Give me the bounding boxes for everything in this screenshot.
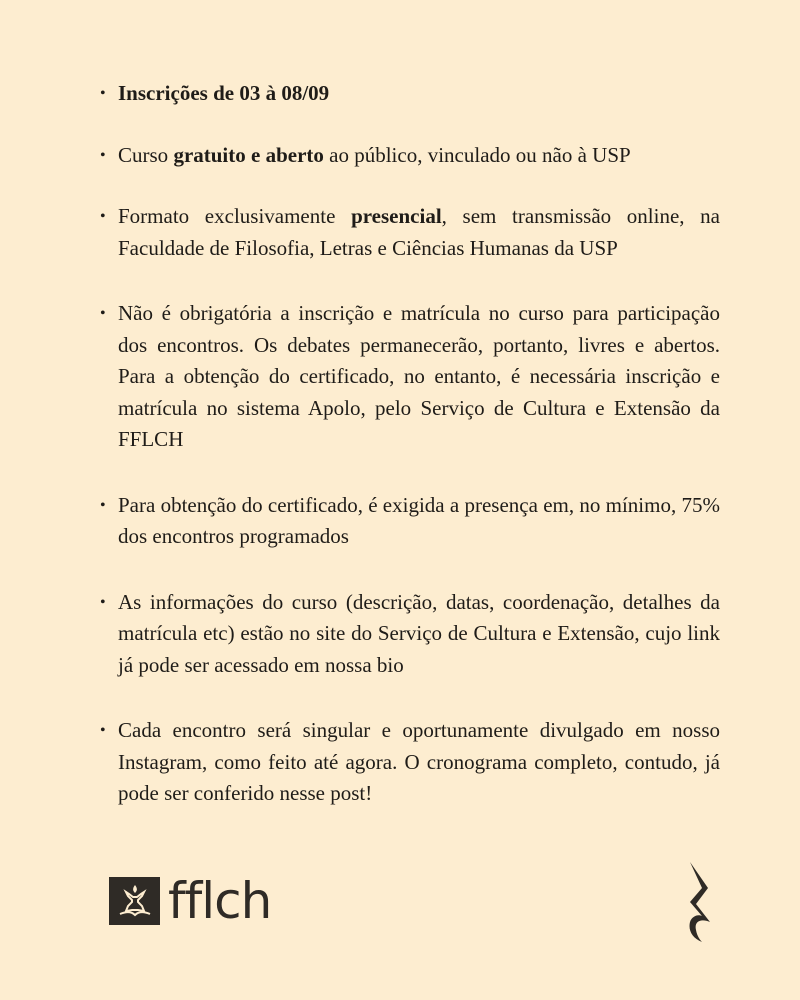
list-item: [102, 298, 720, 456]
logo-text: fflch: [168, 872, 272, 930]
item-text: Não é obrigatória a inscrição e matrícula no curso para participação dos encontros. Os debates permanecerão, portanto, livres e abertos. Para a obtenção do certificado, no entanto, é necessária inscrição e matrícula no sistema Apolo, pelo Serviço de Cultura e Extensão da FFLCH: [118, 301, 720, 451]
item-text: , sem transmissão online, na Faculdade de Filosofia, Letras e Ciências Humanas da USP: [118, 204, 721, 260]
fflch-emblem-icon: [109, 877, 160, 925]
info-list: [102, 78, 720, 844]
list-item: [102, 715, 720, 810]
item-text: Cada encontro será singular e oportunamente divulgado em nosso Instagram, como feito até agora. O cronograma completo, contudo, já pode ser conferido nesse post!: [118, 718, 720, 805]
item-text: Para obtenção do certificado, é exigida a presença em, no mínimo, 75% dos encontros programados: [118, 492, 720, 548]
item-text: As informações do curso (descrição, datas, coordenação, detalhes da matrícula etc) estão no site do Serviço de Cultura e Extensão, cujo link já pode ser acessado em nossa bio: [118, 589, 720, 677]
item-text: ao público, vinculado ou não à USP: [323, 142, 631, 167]
bold-text: presencial: [351, 204, 442, 228]
bold-text: Inscrições de 03 à 08/09: [118, 81, 330, 105]
quarter-rest-icon: [686, 860, 716, 947]
list-item: [102, 140, 720, 172]
fflch-logo: [109, 872, 272, 930]
item-text: Formato exclusivamente: [118, 204, 352, 228]
list-item: [102, 201, 720, 264]
bold-text: gratuito e aberto: [173, 142, 324, 167]
item-text: Curso: [118, 142, 174, 167]
list-item: [102, 490, 720, 553]
list-item: [102, 78, 720, 110]
list-item: [102, 587, 720, 682]
